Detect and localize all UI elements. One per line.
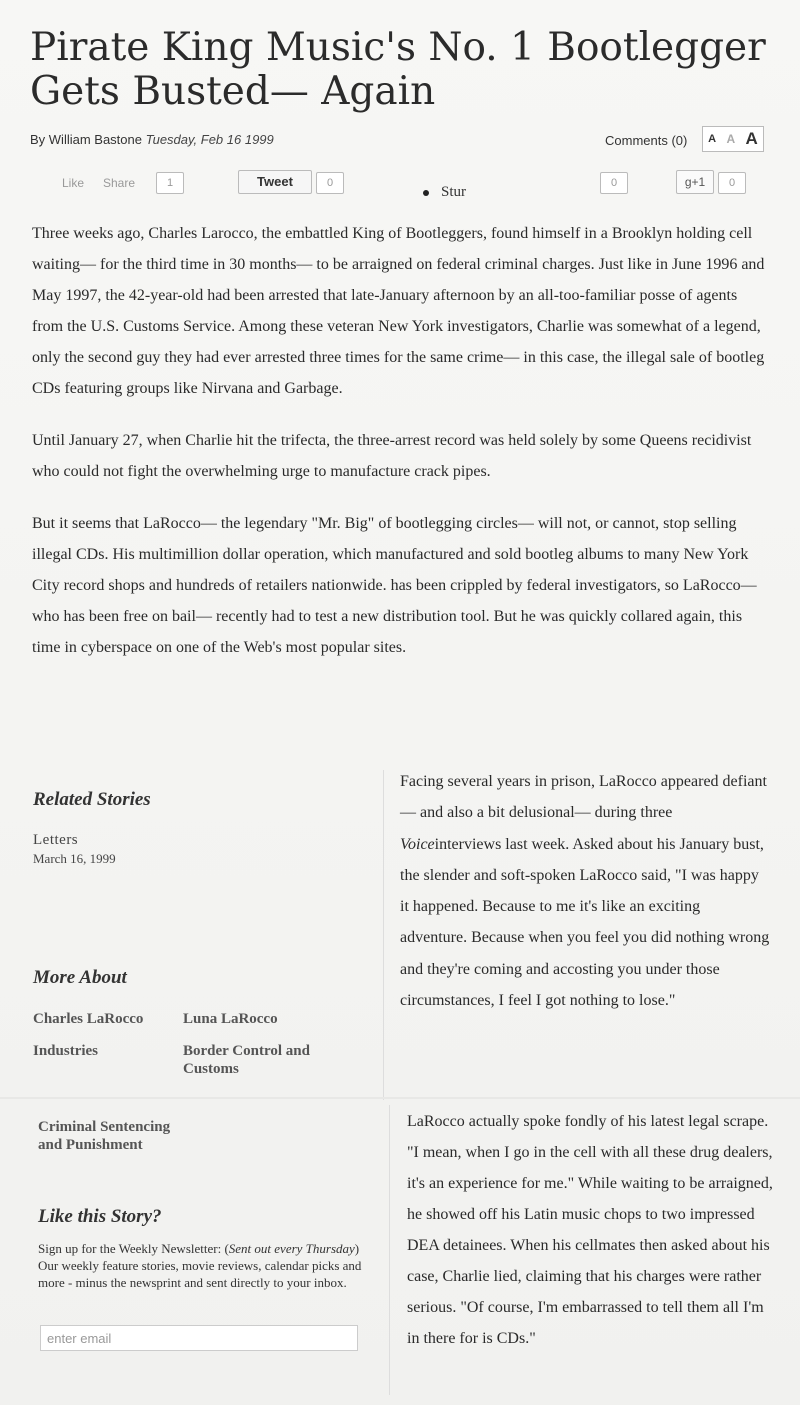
- font-large-button[interactable]: A: [745, 129, 758, 148]
- stumble-label: Stur: [441, 184, 467, 200]
- tag-link[interactable]: Border Control and Customs: [183, 1043, 310, 1077]
- stumble-icon: [423, 190, 429, 196]
- tweet-button[interactable]: Tweet: [238, 170, 312, 194]
- article-body-column: [400, 766, 770, 1016]
- paragraph: Three weeks ago, Charles Larocco, the embattled King of Bootleggers, found himself in a Brooklyn holding cell waiting— for the third time in 30 months— to be arraigned on federal criminal charges. Just like in June 1996 and May 1997, the 42-year-old had been arrested that late-January afternoon by an all-too-familiar posse of agents from the U.S. Customs Service. Among these veteran New York investigators, Charlie was somewhat of a legend, only the second guy they had ever arrested three times for the same crime— in this case, the illegal sale of bootleg CDs featuring groups like Nirvana and Garbage.: [32, 225, 765, 397]
- tag-link[interactable]: Industries: [33, 1043, 99, 1059]
- article-title: Pirate King Music's No. 1 Bootlegger Gets Busted— Again: [30, 25, 766, 114]
- tag-link[interactable]: Criminal Sentencing and Punishment: [38, 1119, 171, 1153]
- column-divider: [389, 1105, 390, 1395]
- paragraph: Until January 27, when Charlie hit the trifecta, the three-arrest record was held solely by some Queens recidivist who could not fight the overwhelming urge to manufacture crack pipes.: [32, 432, 752, 480]
- like-story-heading: Like this Story?: [38, 1206, 162, 1227]
- article-body: [32, 218, 772, 684]
- related-stories-heading: Related Stories: [33, 789, 151, 810]
- google-plus-button[interactable]: g+1: [676, 170, 714, 194]
- social-bar: [0, 168, 800, 198]
- publish-date: Tuesday, Feb 16 1999: [145, 132, 274, 147]
- paragraph: Facing several years in prison, LaRocco appeared defiant— and also a bit delusional— during three Voiceinterviews last week. Asked about his January bust, the slender and soft-spoken LaRocco said, "I was happy it happened. Because to me it's like an exciting adventure. Because when you feel you did nothing wrong and they're coming and accosting you under those circumstances, I feel I got nothing to lose.": [400, 773, 770, 1010]
- facebook-like-button[interactable]: Like: [62, 176, 85, 190]
- paragraph: But it seems that LaRocco— the legendary "Mr. Big" of bootlegging circles— will not, or cannot, stop selling illegal CDs. His multimillion dollar operation, which manufactured and sold bootleg albums to many New York City record shops and hundreds of retailers nationwide. has been crippled by federal investigators, so LaRocco— who has been free on bail— recently had to test a new distribution tool. But he was quickly collared again, this time in cyberspace on one of the Web's most popular sites.: [32, 515, 757, 656]
- stumble-button[interactable]: [423, 184, 466, 201]
- tag-link[interactable]: Luna LaRocco: [183, 1011, 278, 1027]
- column-divider: [383, 770, 384, 1100]
- related-story-link[interactable]: Letters: [33, 832, 79, 848]
- email-input[interactable]: [40, 1325, 358, 1351]
- paragraph: LaRocco actually spoke fondly of his latest legal scrape. "I mean, when I go in the cell with all these drug dealers, it's an experience for me." While waiting to be arraigned, he showed off his Latin music chops to two impressed DEA detainees. When his cellmates then asked about his case, Charlie lied, claiming that his charges were rather serious. "Of course, I'm embarrassed to tell them all I'm in there for is CDs.": [407, 1113, 773, 1347]
- page-fold: [0, 1097, 800, 1099]
- tweet-count: 0: [316, 172, 344, 194]
- article-body-column: [407, 1106, 777, 1354]
- font-small-button[interactable]: A: [708, 133, 717, 145]
- tag-link[interactable]: Charles LaRocco: [33, 1011, 144, 1027]
- like-count: 1: [156, 172, 184, 194]
- gplus-count: 0: [718, 172, 746, 194]
- stumble-count: 0: [600, 172, 628, 194]
- byline: [30, 132, 274, 147]
- related-story-date: March 16, 1999: [33, 851, 116, 866]
- facebook-share-button[interactable]: Share: [103, 176, 136, 190]
- font-medium-button[interactable]: A: [726, 132, 736, 146]
- comments-link[interactable]: Comments (0): [605, 133, 688, 148]
- more-about-heading: More About: [33, 967, 127, 988]
- author: By William Bastone: [30, 132, 142, 147]
- font-size-control: [702, 126, 764, 152]
- newsletter-description: Sign up for the Weekly Newsletter: (Sent out every Thursday) Our weekly feature stories, movie reviews, calendar picks and more - minus the newsprint and sent directly to your inbox.: [38, 1241, 362, 1290]
